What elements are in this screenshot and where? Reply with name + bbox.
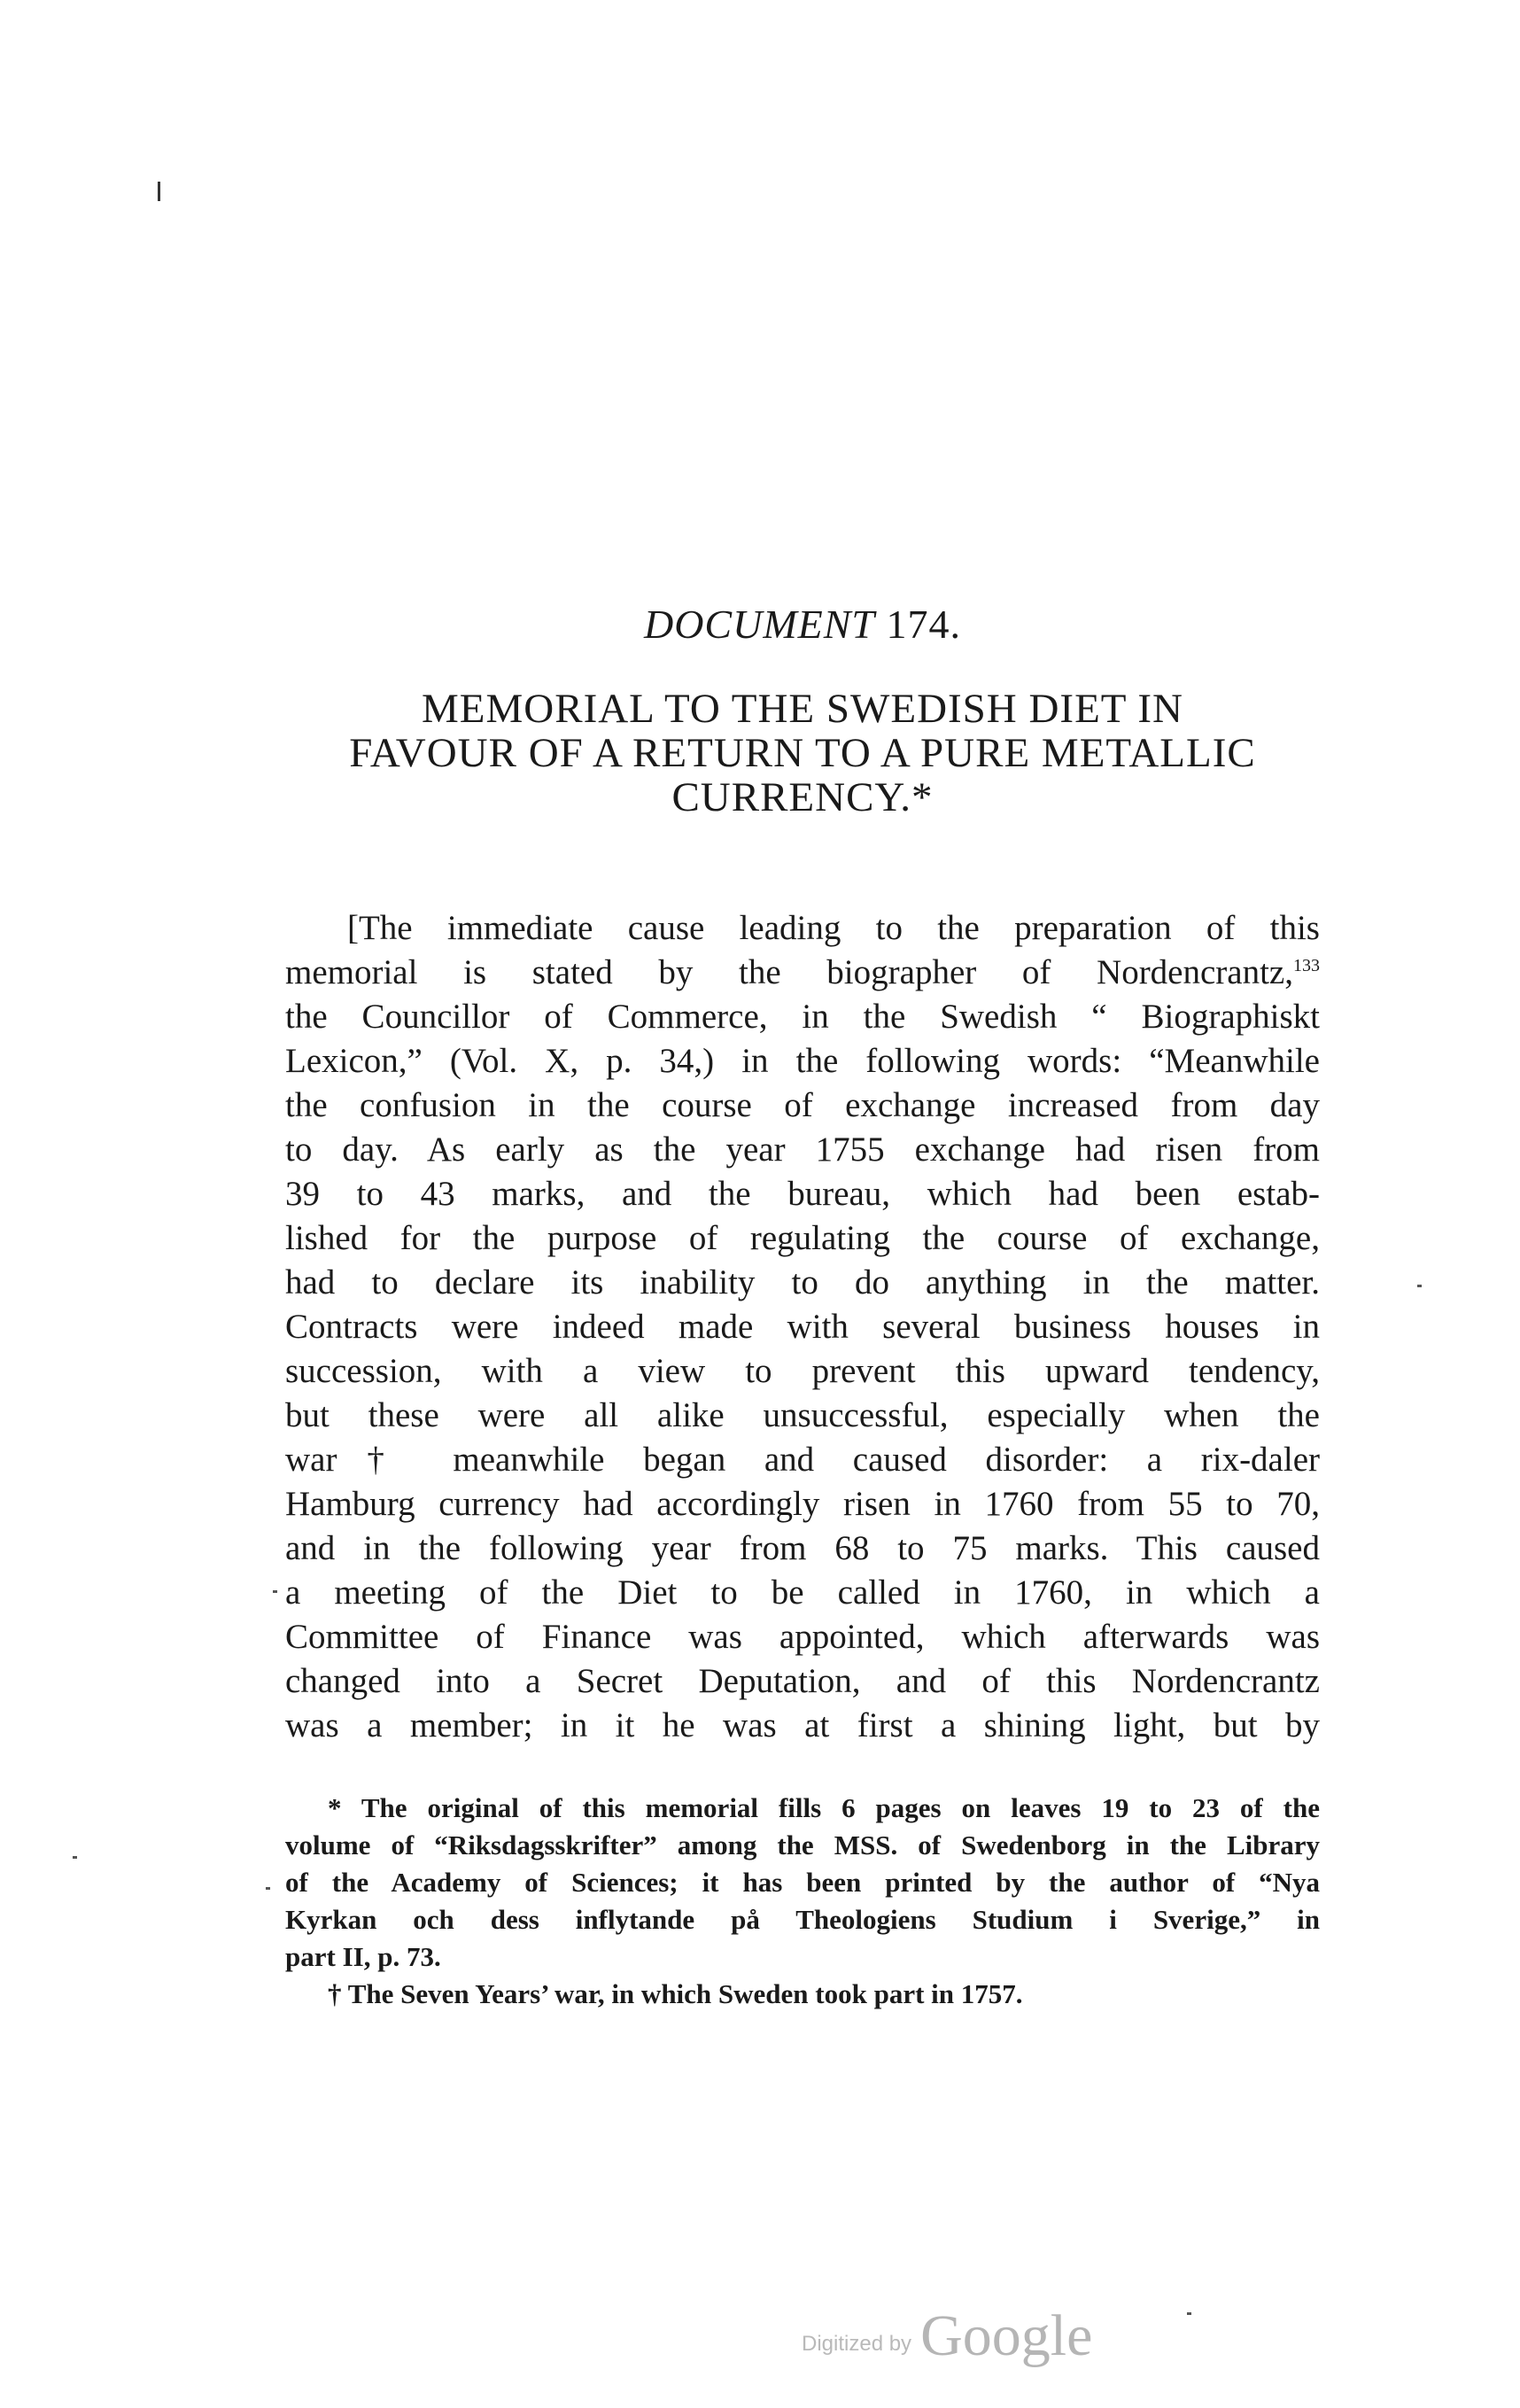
title-line: FAVOUR OF A RETURN TO A PURE METALLIC — [349, 730, 1256, 776]
footnote-line: of the Academy of Sciences; it has been printed by the author of “Nya — [285, 1867, 1320, 1898]
body-line: changed into a Secret Deputation, and of this Nordencrantz — [285, 1662, 1320, 1700]
body-line: [The immediate cause leading to the preparation of this — [347, 909, 1320, 947]
margin-speck — [266, 1887, 270, 1890]
footnotes — [285, 1790, 1320, 2013]
footnote-line: * The original of this memorial fills 6 pages on leaves 19 to 23 of the — [328, 1792, 1320, 1823]
footnote-line: part II, p. 73. — [285, 1941, 441, 1972]
margin-speck — [1187, 2312, 1191, 2315]
body-line: Contracts were indeed made with several business houses in — [285, 1308, 1320, 1346]
footnote-line: † The Seven Years’ war, in which Sweden took part in 1757. — [328, 1978, 1023, 2009]
body-line: 39 to 43 marks, and the bureau, which had been estab- — [285, 1175, 1320, 1213]
body-line: a meeting of the Diet to be called in 1760, in which a — [285, 1573, 1320, 1612]
document-heading — [285, 601, 1320, 648]
body-line: Committee of Finance was appointed, which afterwards was — [285, 1618, 1320, 1656]
title-line: CURRENCY.* — [671, 774, 934, 820]
document-label: DOCUMENT — [643, 602, 876, 647]
document-number: 174. — [886, 602, 962, 647]
body-text — [285, 906, 1320, 1748]
footnote-line: volume of “Riksdagsskrifter” among the MSS. of Swedenborg in the Library — [285, 1829, 1320, 1860]
margin-speck — [1417, 1285, 1422, 1287]
body-line: succession, with a view to prevent this upward tendency, — [285, 1352, 1320, 1390]
footnote-line: Kyrkan och dess inflytande på Theologiens Studium i Sverige,” in — [285, 1904, 1320, 1935]
body-line: to day. As early as the year 1755 exchange had risen from — [285, 1130, 1320, 1169]
google-logo: Google — [920, 2303, 1093, 2368]
digitized-watermark — [802, 2303, 1121, 2368]
footnote-reference: 133 — [1293, 956, 1320, 975]
body-line: but these were all alike unsuccessful, especially when the — [285, 1396, 1320, 1434]
body-line: war† meanwhile began and caused disorder: a rix-daler — [285, 1441, 1320, 1479]
body-line: Hamburg currency had accordingly risen in 1760 from 55 to 70, — [285, 1485, 1320, 1523]
page-title — [285, 687, 1320, 819]
body-line: Lexicon,” (Vol. X, p. 34,) in the following words: “Meanwhile — [285, 1042, 1320, 1080]
title-line: MEMORIAL TO THE SWEDISH DIET IN — [422, 686, 1183, 732]
digitized-prefix: Digitized by — [802, 2332, 912, 2356]
body-line — [285, 951, 1320, 995]
body-line: was a member; in it he was at first a shining light, but by — [285, 1706, 1320, 1744]
body-line: the confusion in the course of exchange increased from day — [285, 1086, 1320, 1124]
margin-speck — [273, 1590, 277, 1593]
body-line: lished for the purpose of regulating the course of exchange, — [285, 1219, 1320, 1257]
body-line-text: memorial is stated by the biographer of Nordencrantz, — [285, 953, 1293, 991]
body-line: and in the following year from 68 to 75 marks. This caused — [285, 1529, 1320, 1567]
stray-mark — [158, 182, 160, 201]
body-line: the Councillor of Commerce, in the Swedish “ Biographiskt — [285, 998, 1320, 1036]
margin-speck — [73, 1856, 77, 1859]
body-line: had to declare its inability to do anything in the matter. — [285, 1263, 1320, 1301]
